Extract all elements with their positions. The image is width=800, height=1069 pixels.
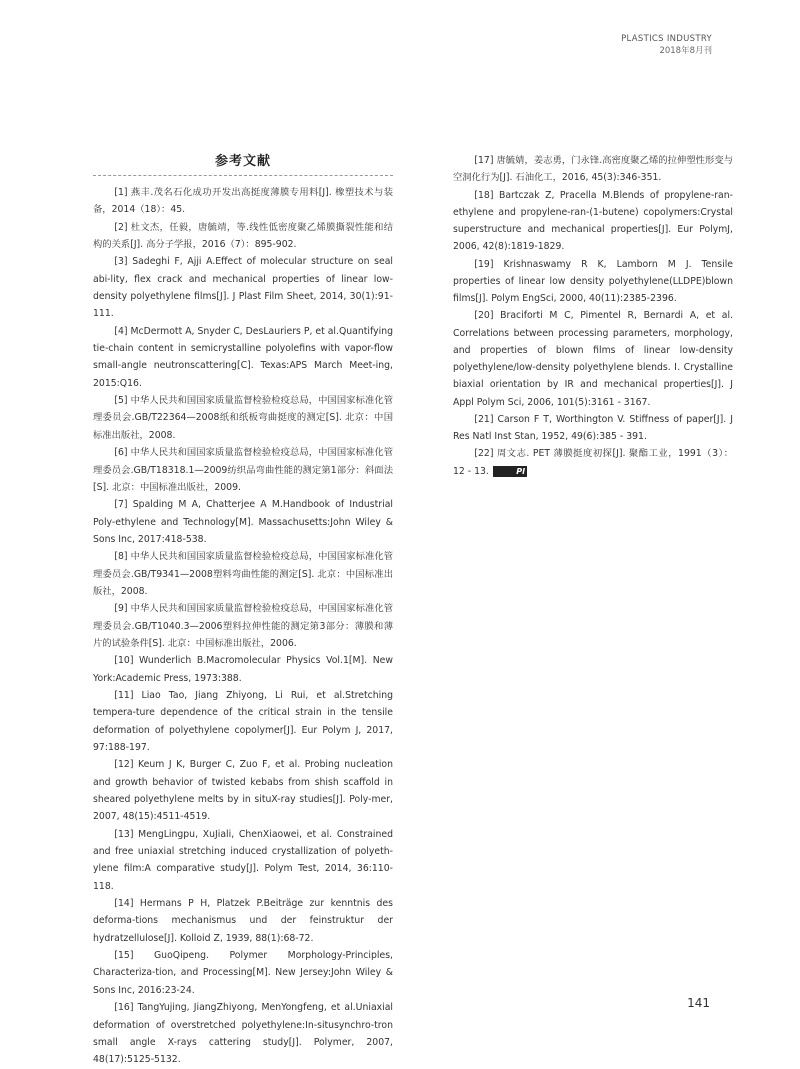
running-header xyxy=(621,33,712,57)
reference-item: [17] 唐毓婧，姜志勇，门永锋.高密度聚乙烯的拉伸塑性形变与空洞化行为[J]. 石油化工，2016, 45(3):346-351. xyxy=(453,155,733,184)
references-right-column xyxy=(453,152,733,480)
reference-item: [10] Wunderlich B.Macromolecular Physics Vol.1[M]. New York:Academic Press, 1973:388. xyxy=(93,655,393,684)
reference-item: [5] 中华人民共和国国家质量监督检验检疫总局，中国国家标准化管理委员会.GB/T22364—2008纸和纸板弯曲挺度的测定[S]. 北京：中国标准出版社，2008. xyxy=(93,395,393,441)
reference-item: [15] GuoQipeng. Polymer Morphology-Principles, Characteriza-tion, and Processing[M]. New Jersey:John Wiley & Sons Inc, 2016:23-24. xyxy=(93,950,393,996)
references-left-column xyxy=(93,150,393,1069)
journal-name: PLASTICS INDUSTRY xyxy=(621,34,712,44)
reference-item: [1] 燕丰.茂名石化成功开发出高挺度薄膜专用料[J]. 橡塑技术与装备，2014（18）：45. xyxy=(93,187,393,216)
reference-item: [16] TangYujing, JiangZhiyong, MenYongfeng, et al.Uniaxial deformation of overstretched polyethylene:In-situsynchro-tron small angle X-rays cattering study[J]. Polymer, 2007, 48(17):5125-5132. xyxy=(93,1002,393,1066)
reference-item: [20] Braciforti M C, Pimentel R, Bernardi A, et al. Correlations between processing parameters, morphology, and properties of blown films of linear low-density polyethylene/low-density polyethylene blends. Ⅰ. Crystalline biaxial orientation by IR and mechanical properties[J]. J Appl Polym Sci, 2006, 101(5):3161 - 3167. xyxy=(453,310,733,408)
reference-item: [9] 中华人民共和国国家质量监督检验检疫总局，中国国家标准化管理委员会.GB/T1040.3—2006塑料拉伸性能的测定第3部分：薄膜和薄片的试验条件[S]. 北京：中国标准出版社，2006. xyxy=(93,603,393,649)
reference-item: [2] 杜文杰，任毅，唐毓靖，等.线性低密度聚乙烯膜撕裂性能和结构的关系[J]. 高分子学报，2016（7）：895-902. xyxy=(93,221,393,251)
reference-item: [13] MengLingpu, XuJiali, ChenXiaowei, et al. Constrained and free uniaxial stretching induced crystallization of polyeth-ylene film:A comparative study[J]. Polym Test, 2014, 36:110-118. xyxy=(93,828,393,892)
reference-item: [12] Keum J K, Burger C, Zuo F, et al. Probing nucleation and growth behavior of twisted kebabs from shish scaffold in sheared polyethylene melts by in situX-ray studies[J]. Poly-mer, 2007, 48(15):4511-4519. xyxy=(93,759,393,823)
reference-item: [6] 中华人民共和国国家质量监督检验检疫总局，中国国家标准化管理委员会.GB/T18318.1—2009纺织品弯曲性能的测定第1部分：斜面法[S]. 北京：中国标准出版社，2009. xyxy=(93,447,393,493)
reference-item: [4] McDermott A, Snyder C, DesLauriers P, et al.Quantifying tie-chain content in semicrystalline polyolefins with vapor-flow small-angle neutronscattering[C]. Texas:APS March Meet-ing, 2015:Q16. xyxy=(93,325,393,389)
reference-item-last xyxy=(453,445,733,480)
journal-end-mark: PI xyxy=(493,466,527,477)
reference-item: [19] Krishnaswamy R K, Lamborn M J. Tensile properties of linear low density polyethylene(LLDPE)blown films[J]. Polym EngSci, 2000, 40(11):2385-2396. xyxy=(453,258,733,304)
section-title: 参考文献 xyxy=(214,154,271,169)
section-title-rule xyxy=(93,150,393,176)
page-number: 141 xyxy=(687,996,710,1010)
reference-item: [21] Carson F T, Worthington V. Stiffness of paper[J]. J Res Natl Inst Stan, 1952, 49(6):385 - 391. xyxy=(453,413,733,442)
reference-item: [18] Bartczak Z, Pracella M.Blends of propylene-ran-ethylene and propylene-ran-(1-butene) copolymers:Crystal superstructure and mechanical properties[J]. Eur PolymJ, 2006, 42(8):1819-1829. xyxy=(453,189,733,253)
reference-item: [3] Sadeghi F, Ajji A.Effect of molecular structure on seal abi-lity, flex crack and mechanical properties of linear low-density polyethylene films[J]. J Plast Film Sheet, 2014, 30(1):91-111. xyxy=(93,256,393,320)
reference-item: [8] 中华人民共和国国家质量监督检验检疫总局，中国国家标准化管理委员会.GB/T9341—2008塑料弯曲性能的测定[S]. 北京：中国标准出版社，2008. xyxy=(93,551,393,597)
issue-date: 2018年8月刊 xyxy=(659,46,712,56)
reference-text: [22] 周文志. PET 薄膜挺度初探[J]. 聚酯工业，1991（3）：12 - 13. xyxy=(453,448,733,477)
reference-item: [7] Spalding M A, Chatterjee A M.Handbook of Industrial Poly-ethylene and Technology[M]. Massachusetts:John Wiley & Sons Inc, 2017:418-538. xyxy=(93,499,393,545)
reference-item: [14] Hermans P H, Platzek P.Beiträge zur kenntnis des deforma-tions mechanismus und der feinstruktur der hydratzellulose[J]. Kolloid Z, 1939, 88(1):68-72. xyxy=(93,898,393,944)
reference-item: [11] Liao Tao, Jiang Zhiyong, Li Rui, et al.Stretching tempera-ture dependence of the critical strain in the tensile deformation of polyethylene copolymer[J]. Eur Polym J, 2017, 97:188-197. xyxy=(93,689,393,753)
